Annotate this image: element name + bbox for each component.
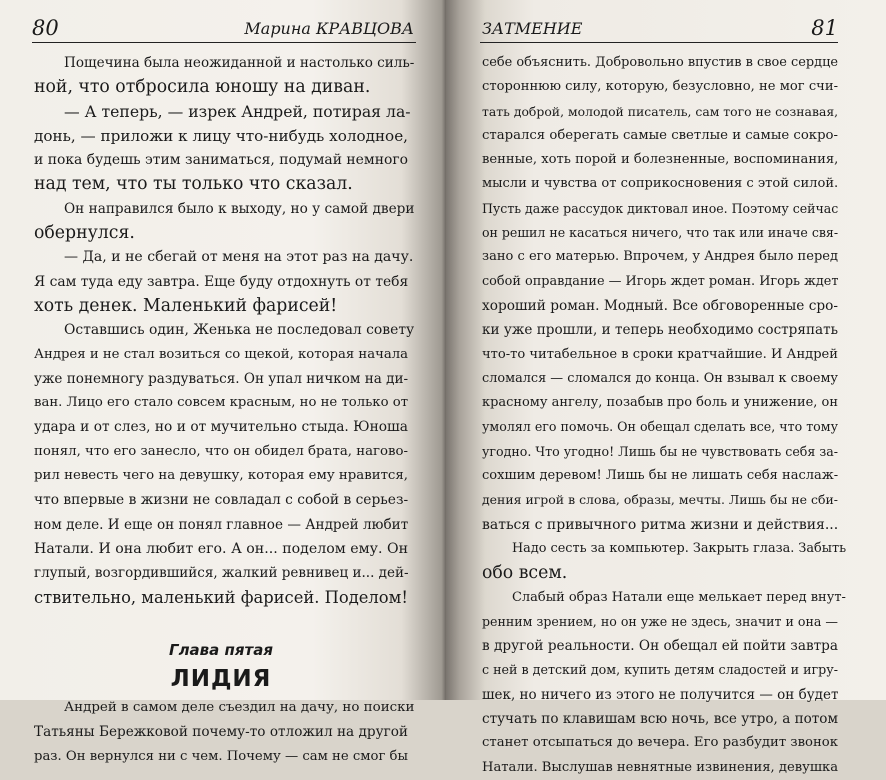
header-rule — [480, 42, 838, 43]
text-line: над тем, что ты только что сказал. — [34, 174, 353, 195]
text-line: станет отсыпаться до вечера. Его разбудит звонок — [482, 735, 838, 751]
left-page — [0, 0, 446, 764]
text-line: угодно. Что угодно! Лишь бы не чувствовать себя за- — [482, 443, 838, 459]
right-page — [446, 0, 886, 775]
left-running-head: Марина КРАВЦОВА — [244, 19, 414, 38]
text-line: раз. Он вернулся ни с чем. Почему — сам не смог бы — [34, 748, 408, 764]
text-line: с ней в детский дом, купить детям сладостей и игру- — [482, 662, 838, 678]
text-line: ки уже прошли, и теперь необходимо состряпать — [482, 322, 838, 339]
text-line: что впервые в жизни не совладал с собой в серьез- — [34, 492, 409, 509]
left-page-number: 80 — [32, 16, 59, 40]
text-line: тать доброй, молодой писатель, сам того не сознавая, — [482, 103, 839, 119]
text-line: шек, но ничего из этого не получится — он будет — [482, 686, 839, 703]
text-line: Натали. И она любит его. А он... поделом ему. Он — [34, 540, 408, 557]
text-line: красному ангелу, позабыв про боль и унижение, он — [482, 395, 838, 411]
text-line: сломался — сломался до конца. Он взывал к своему — [482, 370, 838, 386]
text-line: ваться с привычного ритма жизни и действия... — [482, 516, 839, 533]
text-line: ренним зрением, но он уже не здесь, значит и она — — [482, 613, 838, 629]
text-line: зано с его матерью. Впрочем, у Андрея было перед — [482, 249, 838, 265]
text-line: рил невесть чего на девушку, которая ему нравится, — [34, 468, 408, 484]
text-line: умолял его помочь. Он обещал сделать все, что тому — [482, 419, 838, 435]
text-line: в другой реальности. Он обещал ей пойти завтра — [482, 638, 838, 655]
right-running-head: ЗАТМЕНИЕ — [482, 19, 583, 38]
text-line: ван. Лицо его стало совсем красным, но не только от — [34, 395, 409, 411]
text-line: понял, что его занесло, что он обидел брата, нагово- — [34, 443, 408, 459]
text-line: и пока будешь этим заниматься, подумай немного — [34, 152, 408, 169]
text-line: Оставшись один, Женька не последовал совету — [64, 322, 415, 339]
left-page-text — [34, 51, 415, 769]
text-line: себе объяснить. Добровольно впустив в свое сердце — [482, 55, 839, 70]
text-line: удара и от слез, но и от мучительно стыда. Юноша — [34, 419, 408, 436]
text-line: старался оберегать самые светлые и самые сокро- — [482, 127, 838, 143]
text-line: сохшим деревом! Лишь бы не лишать себя наслаж- — [482, 468, 839, 484]
text-line: дения игрой в слова, образы, мечты. Лишь бы не сби- — [482, 492, 838, 508]
text-line: Я сам туда еду завтра. Еще буду отдохнуть от тебя — [34, 273, 409, 290]
text-line: уже понемногу раздуваться. Он упал ничком на ди- — [34, 370, 409, 387]
text-line: Надо сесть за компьютер. Закрыть глаза. Забыть — [512, 540, 847, 556]
text-line: Андрея и не стал возиться со щекой, которая начала — [34, 346, 408, 362]
text-line: ной, что отбросила юношу на диван. — [34, 77, 371, 98]
text-line: Татьяны Бережковой почему-то отложил на другой — [34, 724, 408, 741]
text-line: донь, — приложи к лицу что-нибудь холодное, — [34, 126, 408, 145]
right-page-header — [446, 0, 886, 44]
text-line: он решил не касаться ничего, что так или иначе свя- — [482, 225, 839, 241]
right-page-number: 81 — [811, 16, 838, 40]
text-line: ствительно, маленький фарисей. Поделом! — [34, 587, 408, 607]
text-line: Слабый образ Натали еще мелькает перед внут- — [512, 589, 846, 605]
text-line: — Да, и не сбегай от меня на этот раз на дачу. — [64, 249, 414, 266]
text-line: Натали. Выслушав невнятные извинения, девушка — [482, 759, 839, 775]
text-line: Он направился было к выходу, но у самой двери — [64, 200, 415, 217]
blank-line — [34, 610, 408, 634]
text-line: ном деле. И еще он понял главное — Андрей любит — [34, 516, 409, 533]
text-line: стучать по клавишам всю ночь, все утро, а потом — [482, 711, 838, 728]
text-line: что-то читабельное в сроки кратчайшие. И Андрей — [482, 346, 838, 362]
text-line: — А теперь, — изрек Андрей, потирая ла- — [64, 101, 411, 121]
text-line: глупый, возгордившийся, жалкий ревнивец и... дей- — [34, 565, 409, 582]
header-rule — [32, 42, 416, 43]
text-line: Пусть даже рассудок диктовал иное. Поэтому сейчас — [482, 200, 839, 216]
text-line: стороннюю силу, которую, безусловно, не мог счи- — [482, 79, 838, 95]
text-line: Пощечина была неожиданной и настолько силь- — [64, 55, 415, 71]
left-page-header — [0, 0, 446, 44]
chapter-label: Глава пятая — [169, 641, 273, 660]
text-line: Андрей в самом деле съездил на дачу, но поиски — [64, 700, 415, 716]
right-page-text — [482, 51, 847, 780]
text-line: мысли и чувства от соприкосновения с этой силой. — [482, 176, 839, 192]
text-line: хоть денек. Маленький фарисей! — [34, 295, 338, 316]
text-line: хороший роман. Модный. Все обговоренные сро- — [482, 297, 838, 314]
text-line: обо всем. — [482, 563, 568, 584]
text-line: венные, хоть порой и болезненные, воспоминания, — [482, 152, 839, 168]
chapter-title: ЛИДИЯ — [170, 666, 272, 693]
text-line: собой оправдание — Игорь ждет роман. Игорь ждет — [482, 273, 839, 289]
text-line: обернулся. — [34, 223, 135, 244]
